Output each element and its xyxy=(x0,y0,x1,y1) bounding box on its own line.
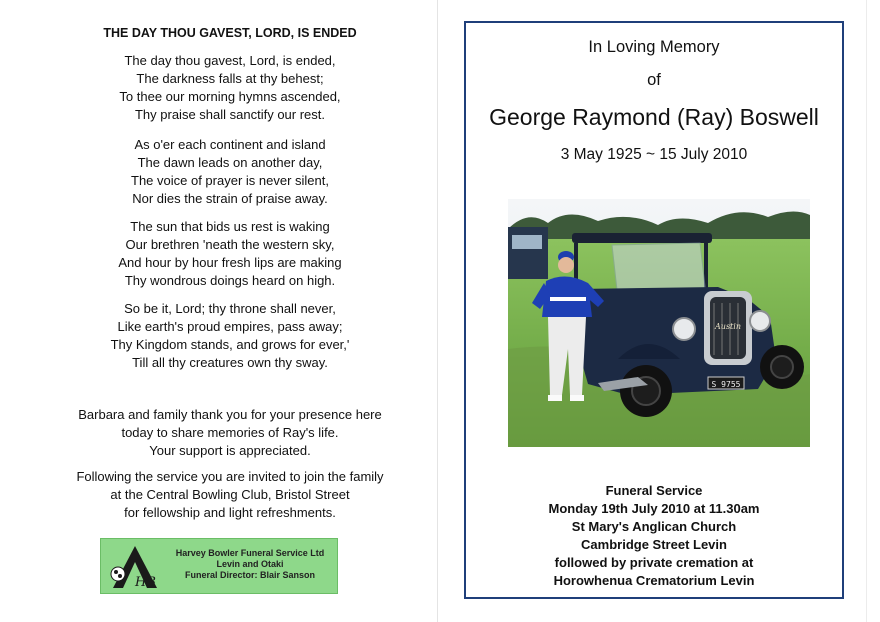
service-venue: St Mary's Anglican Church xyxy=(571,519,737,534)
hymn-line: So be it, Lord; thy throne shall never, xyxy=(124,301,336,316)
funeral-home-emblem-icon xyxy=(105,542,163,590)
thank-you-note xyxy=(40,406,420,460)
logo-company-name: Harvey Bowler Funeral Service Ltd xyxy=(175,548,325,558)
invitation-line: Following the service you are invited to join the family xyxy=(76,469,384,484)
service-details xyxy=(466,482,842,590)
hymn-line: And hour by hour fresh lips are making xyxy=(118,255,342,270)
deceased-name: George Raymond (Ray) Boswell xyxy=(489,104,819,130)
memorial-of: of xyxy=(647,71,661,89)
hymn-line: Like earth's proud empires, pass away; xyxy=(117,319,343,334)
hymn-line: To thee our morning hymns ascended, xyxy=(119,89,341,104)
hymn-line: Nor dies the strain of praise away. xyxy=(132,191,328,206)
radiator-badge: Austin xyxy=(715,322,741,331)
license-plate: S 9755 xyxy=(711,380,741,389)
invitation-line: at the Central Bowling Club, Bristol Street xyxy=(110,487,350,502)
hymn-line: The day thou gavest, Lord, is ended, xyxy=(124,53,336,68)
thank-you-line: Your support is appreciated. xyxy=(149,443,311,458)
hymn-stanza xyxy=(40,136,420,208)
crematorium-name: Horowhenua Crematorium Levin xyxy=(553,573,755,588)
service-date: Monday 19th July 2010 at 11.30am xyxy=(548,501,760,516)
logo-director: Funeral Director: Blair Sanson xyxy=(184,570,316,580)
hymn-stanza xyxy=(40,218,420,290)
service-street: Cambridge Street Levin xyxy=(581,537,727,552)
hymn-line: The dawn leads on another day, xyxy=(137,155,323,170)
hymn-line: Till all thy creatures own thy sway. xyxy=(132,355,328,370)
memorial-frame xyxy=(464,21,844,599)
life-dates: 3 May 1925 ~ 15 July 2010 xyxy=(560,146,748,163)
invitation-line: for fellowship and light refreshments. xyxy=(124,505,336,520)
hymn-stanza xyxy=(40,52,420,124)
memorial-heading: In Loving Memory xyxy=(588,38,720,56)
logo-locations: Levin and Otaki xyxy=(216,559,284,569)
thank-you-line: Barbara and family thank you for your presence here xyxy=(78,407,382,422)
hymn-line: The darkness falls at thy behest; xyxy=(136,71,324,86)
hymn-stanza xyxy=(40,300,420,372)
hymn-line: Our brethren 'neath the western sky, xyxy=(125,237,335,252)
hymn-line: The sun that bids us rest is waking xyxy=(130,219,330,234)
cremation-note: followed by private cremation at xyxy=(554,555,754,570)
hymn-line: Thy praise shall sanctify our rest. xyxy=(134,107,326,122)
logo-monogram: HB xyxy=(135,575,156,590)
page-fold xyxy=(437,0,438,622)
hymn-line: As o'er each continent and island xyxy=(134,137,326,152)
page-edge xyxy=(866,0,867,622)
hymn-line: Thy Kingdom stands, and grows for ever,' xyxy=(110,337,350,352)
invitation-note xyxy=(40,468,420,522)
memorial-photo xyxy=(508,199,810,447)
funeral-director-logo xyxy=(100,538,338,594)
hymn-line: Thy wondrous doings heard on high. xyxy=(124,273,336,288)
hymn-title: THE DAY THOU GAVEST, LORD, IS ENDED xyxy=(103,26,357,40)
service-heading: Funeral Service xyxy=(605,483,703,498)
hymn-line: The voice of prayer is never silent, xyxy=(131,173,329,188)
thank-you-line: today to share memories of Ray's life. xyxy=(121,425,339,440)
logo-text xyxy=(165,548,335,581)
